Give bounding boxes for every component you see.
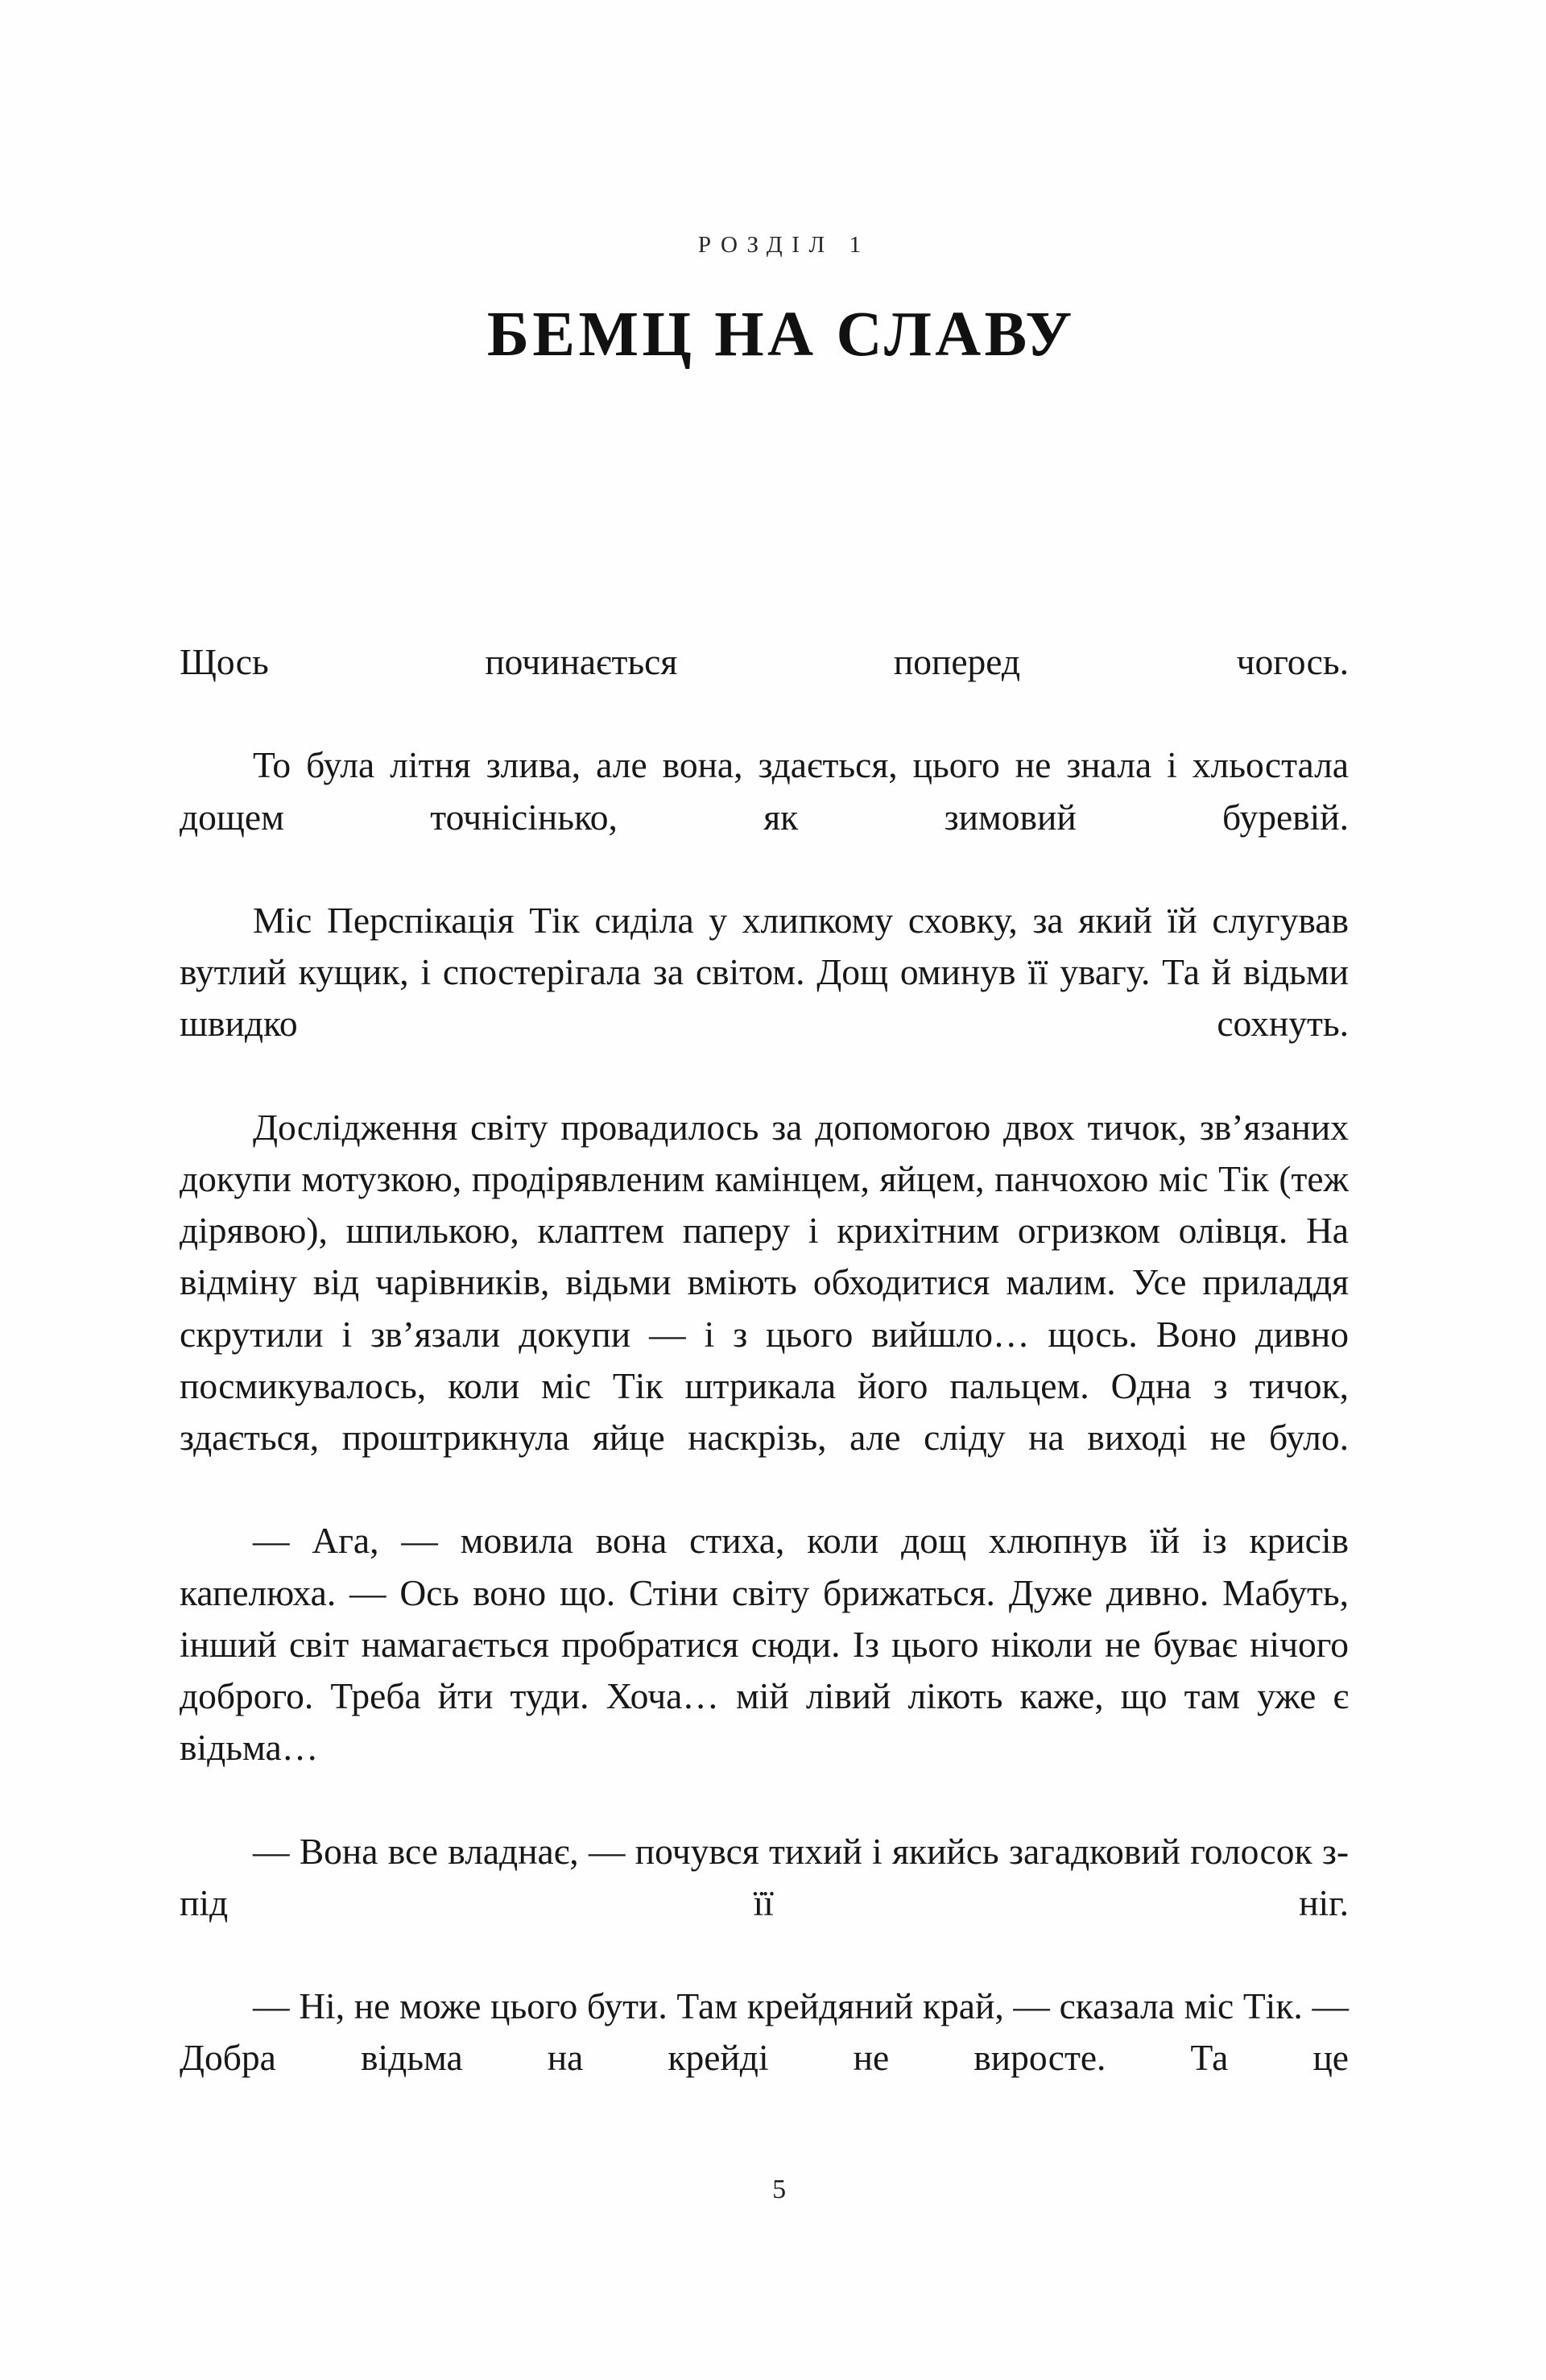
chapter-label: РОЗДІЛ 1 <box>697 232 870 258</box>
paragraph: Дослідження світу провадилось за допомогою двох тичок, зв’язаних докупи мотузкою, продірявленим камінцем, яйцем, панчохою міс Тік (теж дірявою), шпилькою, клаптем паперу і крихітним огризком олівця. На відміну від чарівників, відьми вміють обходитися малим. Усе приладдя скрутили і зв’язали докупи — і з цього вийшло… щось. Воно дивно посмикувалось, коли міс Тік штрикала його пальцем. Одна з тичок, здається, проштрикнула яйце наскрізь, але сліду на виході не було. <box>180 1106 1349 1459</box>
paragraph: Щось починається поперед чогось. <box>180 641 1349 682</box>
paragraph-dialogue: — Вона все владнає, — почувся тихий і якийсь загадковий голосок з-під її ніг. <box>180 1830 1349 1923</box>
paragraph: Міс Перспікація Тік сиділа у хлипкому сховку, за який їй слугував вутлий кущик, і спостерігала за світом. Дощ оминув її увагу. Та й відьми швидко сохнуть. <box>180 900 1349 1045</box>
chapter-header <box>180 234 1379 412</box>
paragraph-dialogue: — Ні, не може цього бути. Там крейдяний край, — сказала міс Тік. — Добра відьма на крейді не виросте. Та це <box>180 1985 1349 2079</box>
paragraph-dialogue: — Ага, — мовила вона стиха, коли дощ хлюпнув їй із крисів капелюха. — Ось воно що. Стіни світу брижаться. Дуже дивно. Мабуть, інший світ намагається пробратися сюди. Із цього ніколи не буває нічого доброго. Треба йти туди. Хоча… мій лівий лікоть каже, що там уже є відьма… <box>180 1520 1349 1769</box>
body-text <box>180 636 1349 2136</box>
text-column <box>180 0 1379 2380</box>
chapter-title: БЕМЦ НА СЛАВУ <box>486 300 1076 370</box>
paragraph: То була літня злива, але вона, здається, цього не знала і хльостала дощем точнісінько, як зимовий буревій. <box>180 744 1349 838</box>
page-number: 5 <box>772 2175 787 2204</box>
